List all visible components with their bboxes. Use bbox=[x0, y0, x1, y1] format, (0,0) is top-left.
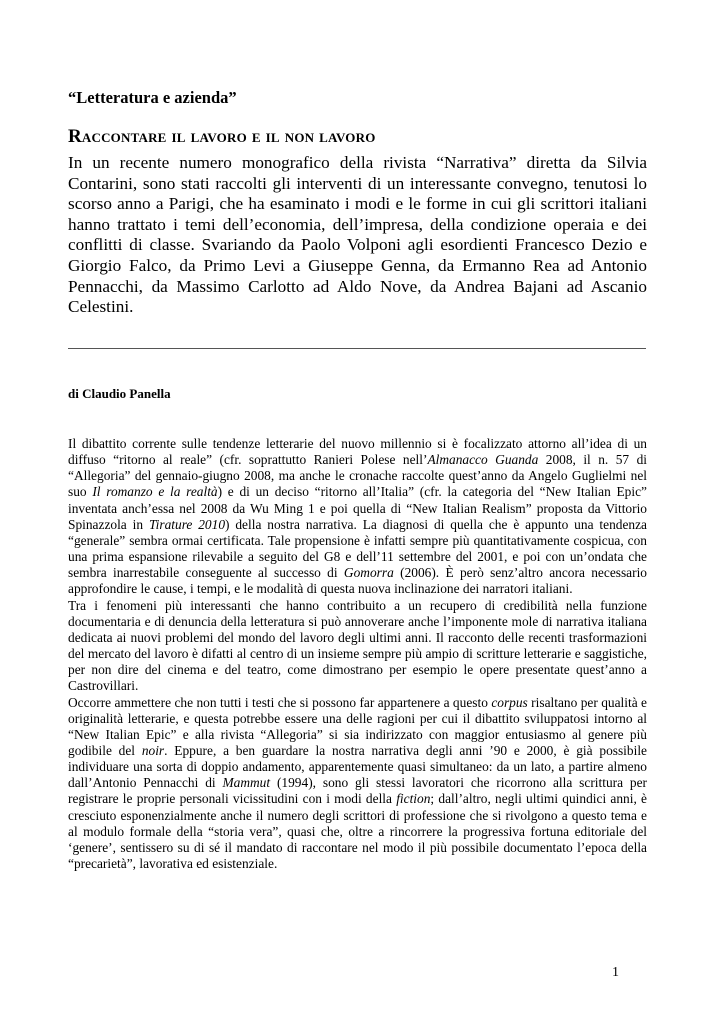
text-run: . Eppure, a ben guardare la nostra narrativa degli anni ’90 e 2000, è già possibile individuare una sorta di doppio andamento, apparentemente quasi simultaneo: da un lato, a partire almeno dall’Antonio Pennacchi di bbox=[68, 742, 647, 791]
subtitle-initial: R bbox=[68, 126, 82, 147]
italic-term: corpus bbox=[491, 694, 528, 710]
text-run: (2006). È però senz’altro ancora necessario approfondire le cause, i tempi, e le modalità di questa nuova inclinazione dei narratori italiani. bbox=[68, 565, 647, 597]
page-number: 1 bbox=[612, 965, 619, 980]
body-paragraph-3 bbox=[68, 695, 647, 873]
italic-title: Il romanzo e la realtà bbox=[92, 484, 218, 500]
text-run: ) e di un deciso “ritorno all’Italia” (cfr. la categoria del “New Italian Epic” inventata anch’essa nel 2008 da Wu Ming 1 e poi quella di “New Italian Realism” proposta da Vittorio Spinazzola in bbox=[68, 484, 647, 532]
article-subtitle bbox=[68, 126, 376, 148]
article-title: “Letteratura e azienda” bbox=[68, 88, 237, 107]
text-run: 2008, il n. 57 di “Allegoria” del gennaio-giugno 2008, ma anche le cronache raccolte quest’anno da Angelo Guglielmi nel suo bbox=[68, 452, 647, 500]
text-run: risaltano per qualità e originalità letterarie, e questa potrebbe essere una delle ragioni per cui il dibattito sviluppatosi intorno al “New Italian Epic” e alla rivista “Allegoria” si sia indirizzato con maggior entusiasmo al genere più godibile del bbox=[68, 694, 648, 758]
text-run: Occorre ammettere che non tutti i testi che si possono far appartenere a questo bbox=[68, 694, 492, 710]
subtitle-rest: accontare il lavoro e il non lavoro bbox=[81, 126, 376, 147]
text-run: (1994), sono gli stessi lavoratori che ricorrono alla scrittura per registrare le proprie personali vicissitudini con i modi della bbox=[68, 775, 648, 807]
italic-title: Almanacco Guanda bbox=[427, 452, 539, 468]
italic-title: Mammut bbox=[222, 775, 271, 791]
article-body bbox=[68, 436, 647, 872]
italic-term: fiction bbox=[396, 791, 431, 807]
body-paragraph-2: Tra i fenomeni più interessanti che hanno contribuito a un recupero di credibilità nella funzione documentaria e di denuncia della letteratura si può annoverare anche l’imponente mole di narrativa italiana dedicata ai nuovi problemi del mondo del lavoro degli ultimi anni. Il racconto delle recenti trasformazioni del mercato del lavoro è difatti al centro di un insieme sempre più ampio di scritture letterarie e saggistiche, per non dire del cinema e del teatro, come dimostrano per esempio le opere presentate quest’anno a Castrovillari. bbox=[68, 597, 647, 694]
body-paragraph-1 bbox=[68, 436, 647, 598]
author-byline: di Claudio Panella bbox=[68, 386, 171, 401]
text-run: ; dall’altro, negli ultimi quindici anni, è cresciuto esponenzialmente anche il numero degli scrittori di professione che si rivolgono a questo tema e al modulo formale della “storia vera”, quasi che, oltre a rincorrere la progressiva fortuna editoriale del ‘genere’, sentissero su di sé il mandato di raccontare nel modo il più possibile documentato l’epoca della “precarietà”, lavorativa ed esistenziale. bbox=[68, 791, 647, 872]
italic-title: Tirature 2010 bbox=[148, 516, 226, 532]
lead-paragraph: In un recente numero monografico della rivista “Narrativa” diretta da Silvia Contarini, sono stati raccolti gli interventi di un interessante convegno, tenutosi lo scorso anno a Parigi, che ha esaminato i modi e le forme in cui gli scrittori italiani hanno trattato i temi dell’economia, dell’impresa, della condizione operaia e dei conflitti di classe. Svariando da Paolo Volponi agli esordienti Francesco Dezio e Giorgio Falco, da Primo Levi a Giuseppe Genna, da Ermanno Rea ad Antonio Pennacchi, da Massimo Carlotto ad Aldo Nove, da Andrea Bajani ad Ascanio Celestini. bbox=[68, 153, 647, 317]
text-run: Il dibattito corrente sulle tendenze letterarie del nuovo millennio si è focalizzato attorno all’idea di un diffuso “ritorno al reale” (cfr. soprattutto Ranieri Polese nell’ bbox=[68, 436, 647, 468]
italic-title: Gomorra bbox=[343, 565, 394, 581]
separator-line bbox=[68, 348, 646, 349]
text-run: ) della nostra narrativa. La diagnosi di quella che è appunto una tendenza “generale” sembra ormai certificata. Tale propensione è infatti sempre più quantitativamente cospicua, con una prima espansione rilevabile a seguito del G8 e dell’11 settembre del 2001, e poi con un’ondata che sembra inarrestabile conseguente al successo di bbox=[68, 516, 647, 581]
italic-term: noir bbox=[141, 742, 165, 758]
